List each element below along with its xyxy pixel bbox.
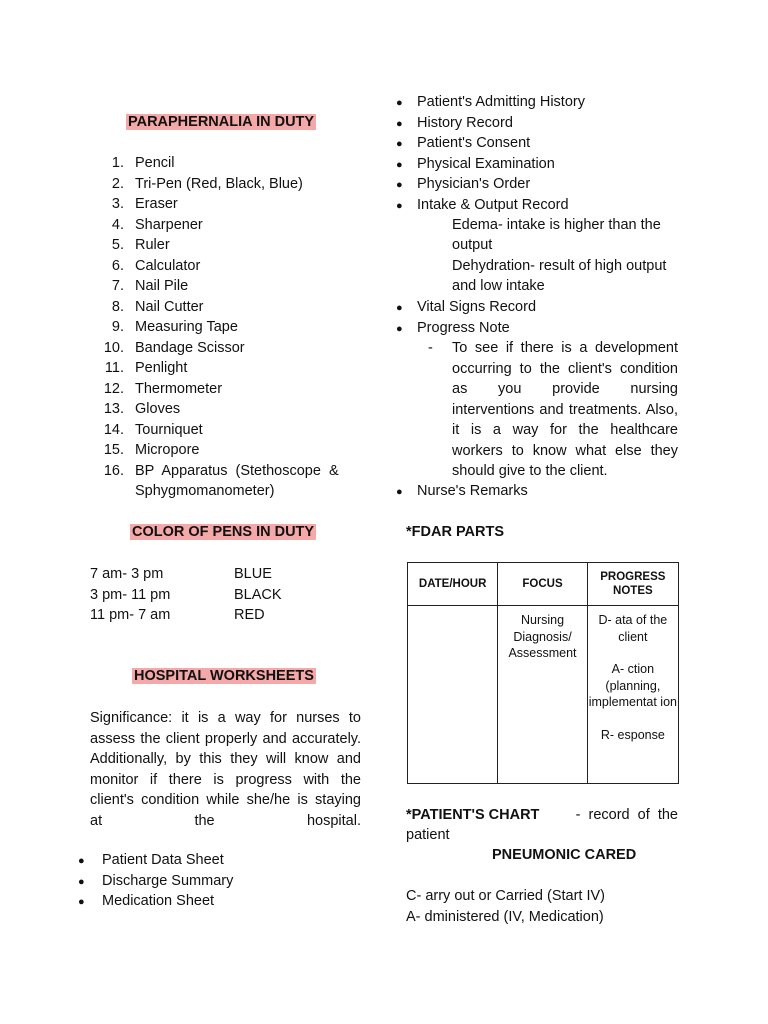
r-note: R- esponse bbox=[600, 727, 665, 742]
significance-paragraph: Significance: it is a way for nurses to assess the client properly and accurately. Additionally, by this they will know and monitor if there is progress with the client's condition while she/he is staying at the hospital. bbox=[90, 710, 361, 829]
list-item-label: Tourniquet bbox=[135, 421, 203, 438]
list-item-label: Patient's Consent bbox=[417, 135, 531, 151]
list-item-label: Ruler bbox=[135, 237, 170, 253]
mnemonic-a: A- dministered (IV, Medication) bbox=[406, 909, 604, 925]
list-item-label: Micropore bbox=[135, 442, 200, 458]
bullet-icon: ● bbox=[78, 896, 85, 908]
dehydration-line-2: and low intake bbox=[452, 278, 545, 294]
bullet-icon: ● bbox=[78, 875, 85, 888]
list-item-label: Pencil bbox=[135, 155, 175, 171]
list-item-label: Sharpener bbox=[135, 216, 203, 233]
cell-focus: Nursing Diagnosis/ Assessment bbox=[498, 606, 587, 784]
col-header-progress: PROGRESS NOTES bbox=[587, 563, 678, 606]
list-item-label: Patient's Admitting History bbox=[417, 94, 585, 110]
list-item-label: Bandage Scissor bbox=[135, 339, 245, 356]
edema-line: Edema- intake is higher than the bbox=[452, 217, 661, 233]
bullet-icon: ● bbox=[396, 322, 403, 335]
pens-heading: COLOR OF PENS IN DUTY bbox=[132, 524, 315, 540]
dehydration-line: Dehydration- result of high output bbox=[452, 258, 667, 274]
list-number: 9. bbox=[111, 319, 124, 335]
list-item-label: Vital Signs Record bbox=[417, 299, 537, 315]
paraphernalia-heading: PARAPHERNALIA IN DUTY bbox=[128, 114, 315, 130]
patients-chart-line-2: patient bbox=[406, 827, 450, 843]
list-item-continued: Sphygmomanometer) bbox=[135, 483, 275, 499]
list-number: 13. bbox=[103, 401, 124, 417]
list-number: 10. bbox=[103, 339, 124, 356]
bullet-icon: ● bbox=[396, 302, 403, 314]
list-item-label: Measuring Tape bbox=[135, 319, 238, 335]
list-item-label: Thermometer bbox=[135, 380, 223, 397]
bullet-icon: ● bbox=[396, 117, 403, 130]
list-number: 2. bbox=[111, 175, 124, 192]
list-item-label: Medication Sheet bbox=[102, 893, 215, 909]
cell-date bbox=[408, 606, 498, 784]
fdar-heading: *FDAR PARTS bbox=[406, 524, 505, 540]
col-header-date: DATE/HOUR bbox=[408, 563, 498, 606]
list-item-label: Progress Note bbox=[417, 319, 510, 336]
dash-marker: - bbox=[428, 340, 433, 356]
pen-color: RED bbox=[234, 607, 265, 623]
bullet-icon: ● bbox=[396, 97, 403, 109]
progress-note-description: To see if there is a development occurring to the client's condition as you provide nursing interventions and treatments. Also, it is a way for the healthcare workers to know what else they should give to the client. bbox=[452, 340, 678, 479]
list-item-label: Physical Examination bbox=[417, 155, 555, 172]
bullet-icon: ● bbox=[78, 855, 85, 867]
list-number: 3. bbox=[111, 196, 124, 212]
d-note: D- ata of the client bbox=[598, 613, 668, 644]
bullet-icon: ● bbox=[396, 486, 403, 498]
list-item-label: Eraser bbox=[135, 196, 178, 212]
list-number: 8. bbox=[111, 298, 124, 315]
pen-time: 11 pm- 7 am bbox=[90, 607, 171, 623]
list-number: 7. bbox=[111, 278, 124, 294]
pen-time: 3 pm- 11 pm bbox=[90, 586, 171, 603]
pen-color: BLUE bbox=[234, 566, 272, 582]
list-item-label: Patient Data Sheet bbox=[102, 852, 224, 868]
list-number: 5. bbox=[111, 237, 124, 253]
list-number: 1. bbox=[111, 155, 124, 171]
bullet-icon: ● bbox=[396, 138, 403, 150]
list-number: 11. bbox=[104, 360, 124, 376]
list-item-label: Tri-Pen (Red, Black, Blue) bbox=[135, 175, 303, 192]
list-item-label: Penlight bbox=[135, 360, 188, 376]
list-item-label: History Record bbox=[417, 114, 513, 131]
cell-progress bbox=[587, 606, 678, 784]
list-item-label: Gloves bbox=[135, 401, 181, 417]
mnemonic-heading: PNEUMONIC CARED bbox=[492, 847, 637, 863]
list-number: 14. bbox=[103, 421, 124, 438]
list-item-label: Calculator bbox=[135, 257, 201, 274]
list-number: 12. bbox=[103, 380, 124, 397]
bullet-icon: ● bbox=[396, 199, 403, 212]
list-number: 6. bbox=[111, 257, 124, 274]
list-item-label: Physician's Order bbox=[417, 176, 531, 192]
list-item-label: Nail Pile bbox=[135, 278, 189, 294]
fdar-table bbox=[407, 562, 679, 784]
list-number: 4. bbox=[111, 216, 124, 233]
worksheets-heading: HOSPITAL WORKSHEETS bbox=[134, 668, 314, 684]
edema-line-2: output bbox=[452, 237, 493, 253]
mnemonic-c: C- arry out or Carried (Start IV) bbox=[406, 888, 606, 904]
bullet-icon: ● bbox=[396, 158, 403, 171]
list-item-label: Nail Cutter bbox=[135, 298, 204, 315]
list-number: 16. bbox=[103, 463, 124, 479]
pen-color: BLACK bbox=[234, 586, 282, 603]
list-number: 15. bbox=[103, 442, 124, 458]
patients-chart-line: *PATIENT'S CHART - record of the bbox=[406, 807, 678, 823]
pen-time: 7 am- 3 pm bbox=[90, 566, 164, 582]
bullet-icon: ● bbox=[396, 179, 403, 191]
a-note: A- ction (planning, implementat ion bbox=[588, 662, 677, 709]
col-header-focus: FOCUS bbox=[498, 563, 587, 606]
list-item-label: Discharge Summary bbox=[102, 872, 234, 889]
list-item-label: Intake & Output Record bbox=[417, 196, 569, 213]
